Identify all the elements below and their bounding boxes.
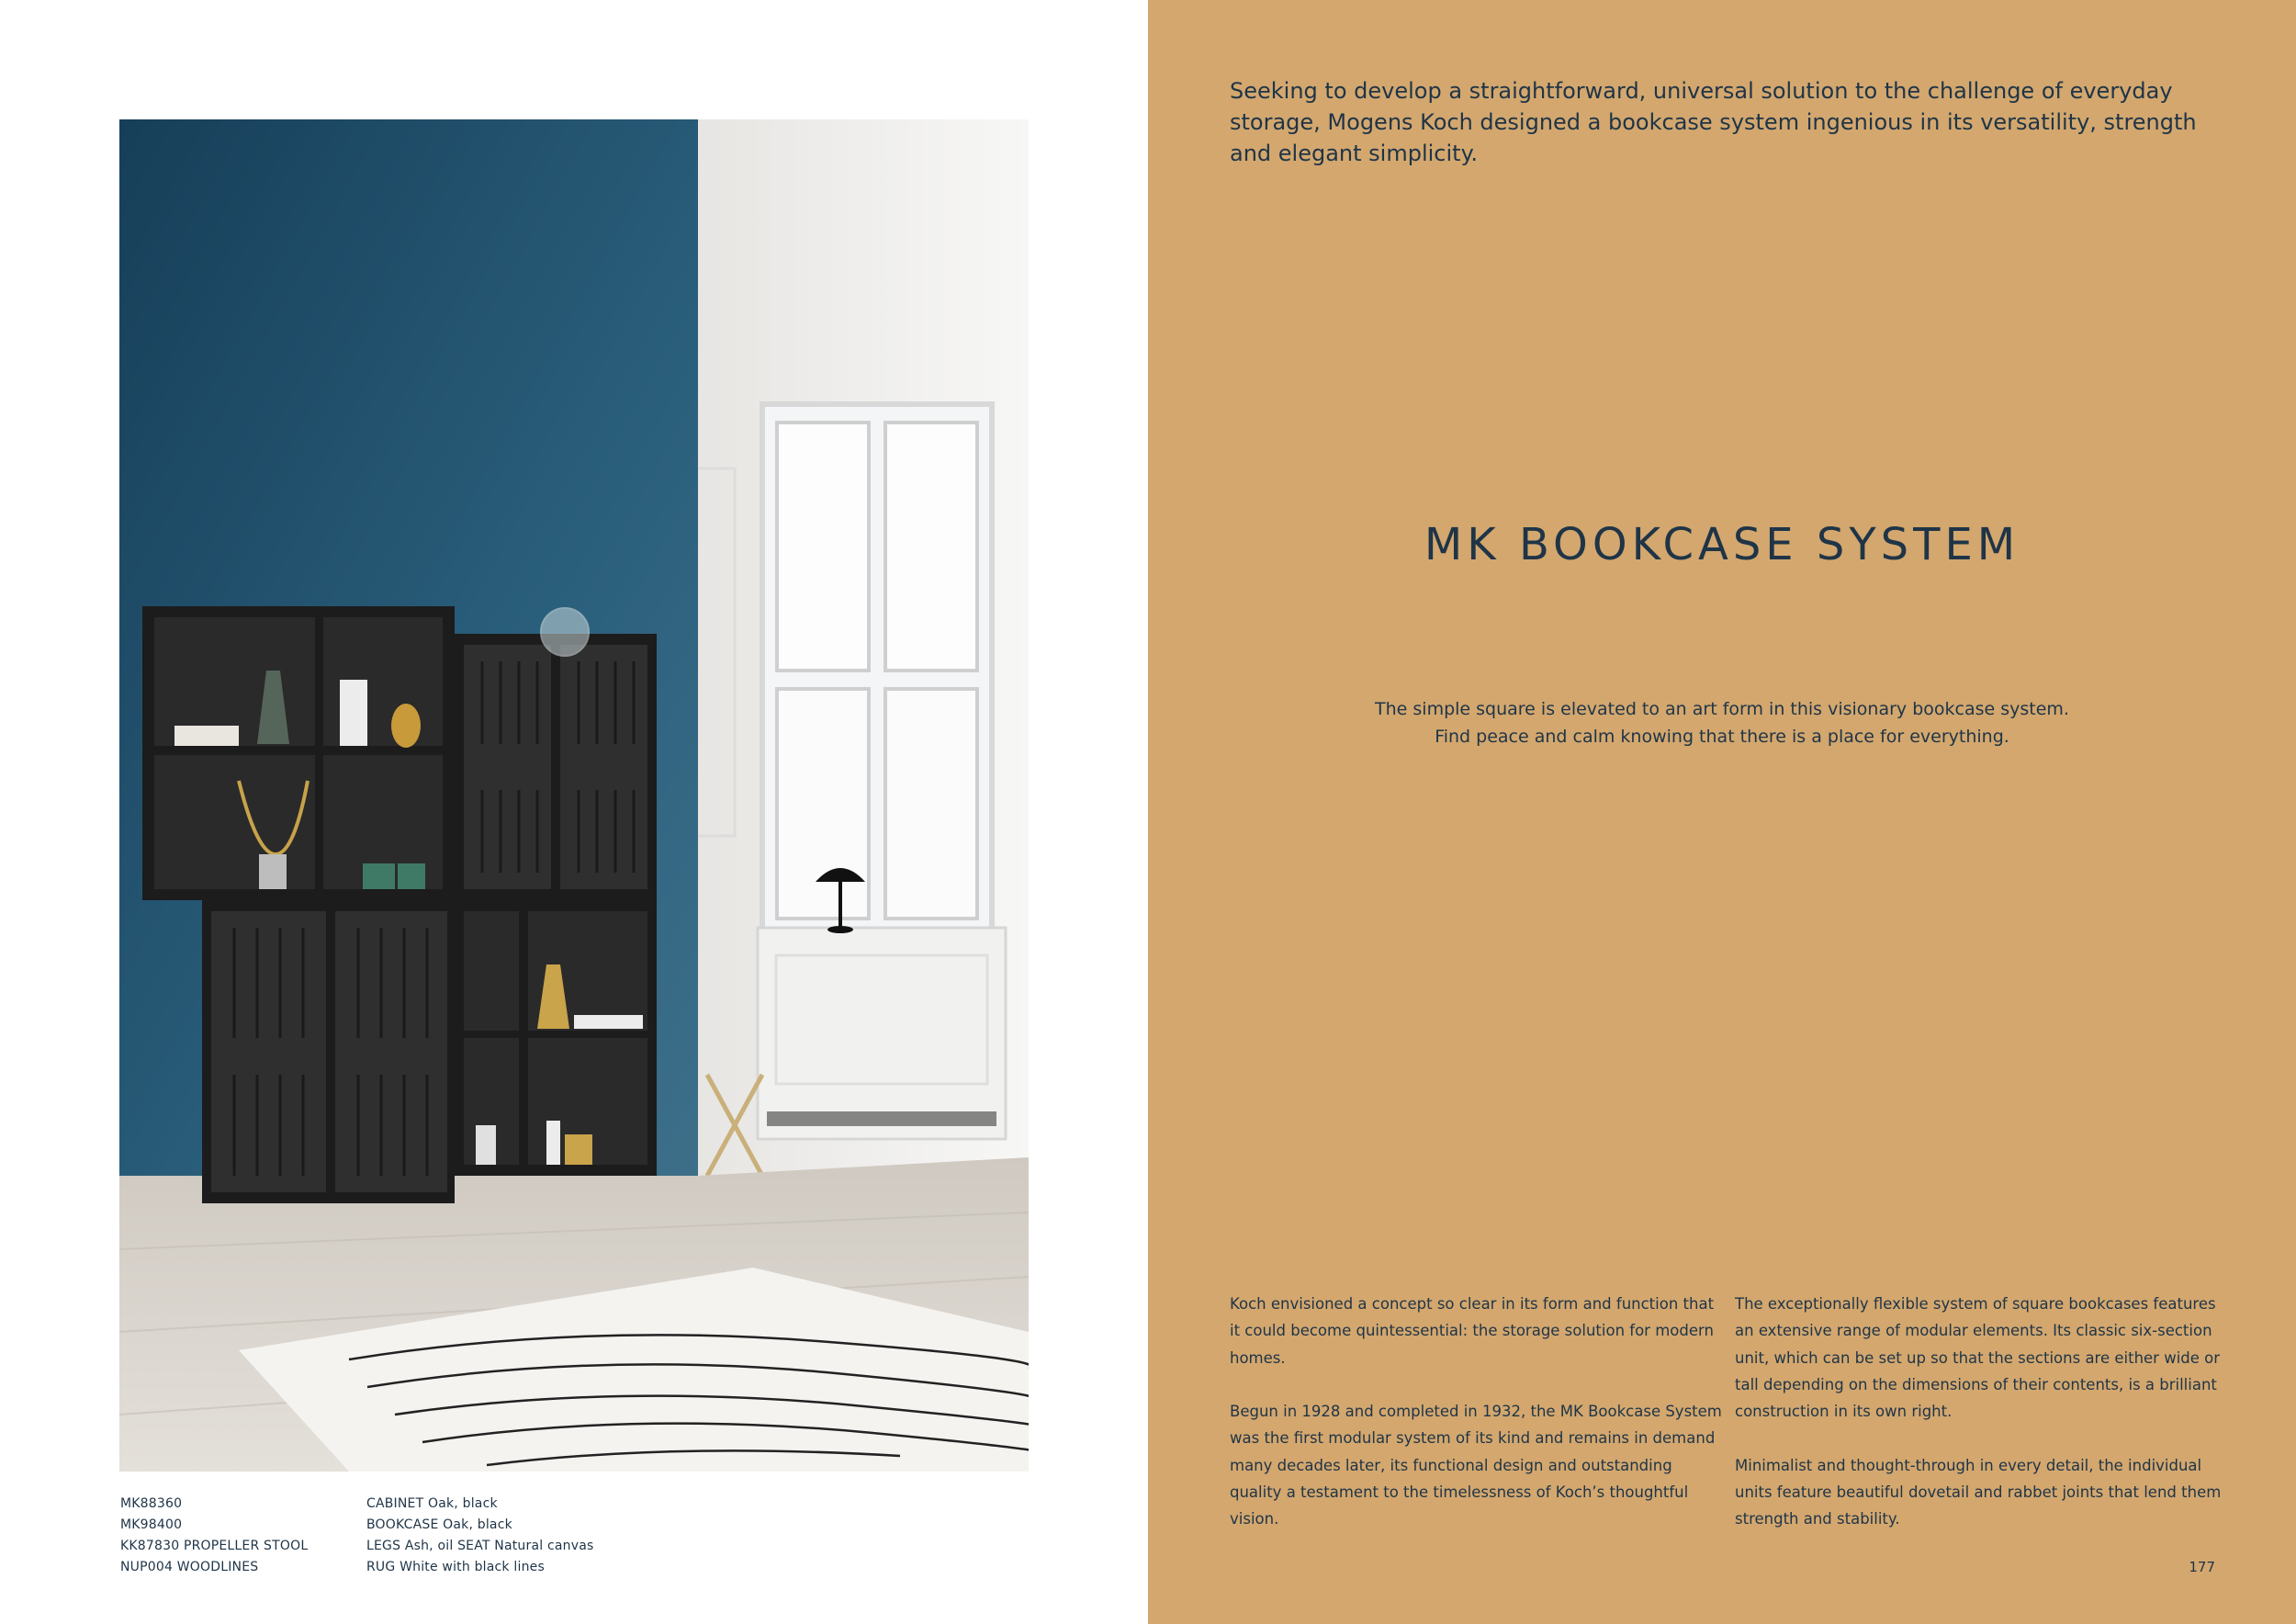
page-number: 177 [2189,1559,2215,1575]
right-page [1148,0,2296,1624]
caption-row [120,1557,855,1578]
caption-code: NUP004 WOODLINES [120,1560,259,1574]
page-title: MK BOOKCASE SYSTEM [1424,519,2020,570]
caption-description: CABINET Oak, black [366,1496,498,1511]
caption-code: MK88360 [120,1496,183,1511]
body-column-left [1230,1291,1726,1560]
caption-description: LEGS Ash, oil SEAT Natural canvas [366,1539,594,1553]
caption-description: RUG White with black lines [366,1560,545,1574]
body-column-right [1735,1291,2231,1560]
subtitle-line: Find peace and calm knowing that there is a place for everything. [1435,727,2009,747]
body-paragraph: Begun in 1928 and completed in 1932, the MK Bookcase System was the first modular system of its kind and remains in demand many decades later, its functional design and outstanding quality a testament to the timelessness of Koch’s thoughtful vision. [1230,1403,1722,1528]
body-paragraph: The exceptionally flexible system of square bookcases features an extensive range of modular elements. Its classic six-section unit, which can be set up so that the sections are either wide or tall depending on the dimensions of their contents, is a brilliant construction in its own right. [1735,1295,2221,1421]
body-paragraph: Minimalist and thought-through in every detail, the individual units feature beautiful dovetail and rabbet joints that lend them strength and stability. [1735,1456,2222,1528]
product-captions [120,1494,855,1578]
interior-illustration [119,119,1029,1472]
caption-code: MK98400 [120,1517,183,1532]
body-paragraph: Koch envisioned a concept so clear in its form and function that it could become quintessential: the storage solution for modern homes. [1230,1295,1715,1367]
subtitle [1148,695,2296,750]
subtitle-line: The simple square is elevated to an art form in this visionary bookcase system. [1375,699,2069,719]
product-photo [119,119,1029,1472]
caption-row [120,1536,855,1557]
caption-row [120,1494,855,1515]
caption-description: BOOKCASE Oak, black [366,1517,512,1532]
caption-row [120,1515,855,1536]
intro-paragraph: Seeking to develop a straightforward, universal solution to the challenge of everyday storage, Mogens Koch designed a bookcase system ingenious in its versatility, strength and elegant simplicity. [1230,78,2197,166]
caption-code: KK87830 PROPELLER STOOL [120,1539,309,1553]
